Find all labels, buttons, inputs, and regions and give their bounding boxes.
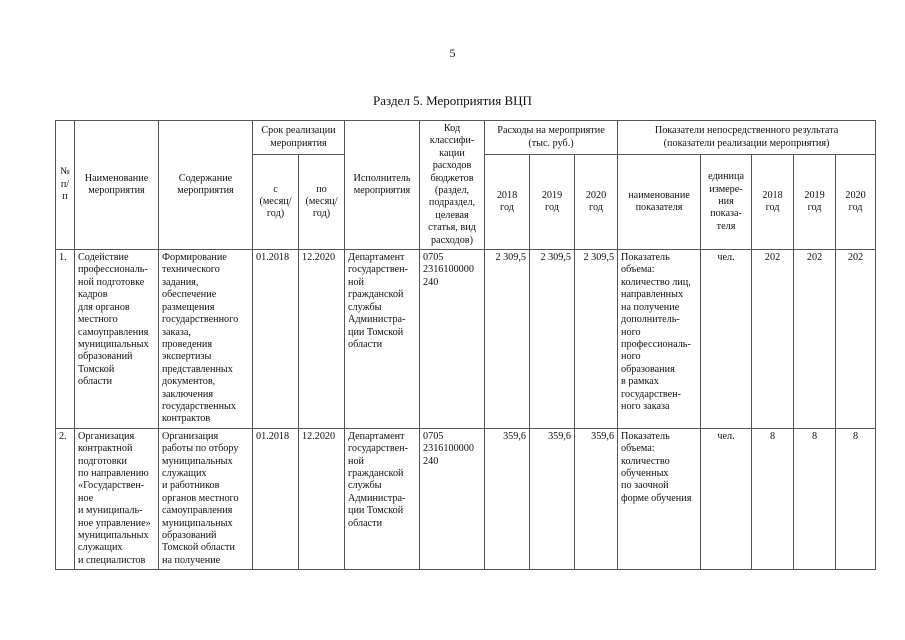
header-exp-2020: 2020 год <box>575 155 618 250</box>
header-term-from: с (месяц/ год) <box>253 155 299 250</box>
header-ind-unit: единица измере- ния показа- теля <box>701 155 752 250</box>
cell-from: 01.2018 <box>253 428 299 569</box>
header-ind-name: наименование показателя <box>618 155 701 250</box>
cell-num: 1. <box>56 250 75 429</box>
cell-name: Содействие профессиональ- ной подготовке кадров для органов местного самоуправления муниципальных образований Томской области <box>75 250 159 429</box>
header-code: Код классифи- кации расходов бюджетов (раздел, подраздел, целевая статья, вид расходов) <box>420 121 485 250</box>
table-row <box>56 428 876 569</box>
header-exp-2018: 2018 год <box>485 155 530 250</box>
cell-code: 0705 2316100000 240 <box>420 250 485 429</box>
cell-ind-2020: 202 <box>836 250 876 429</box>
cell-exp-2019: 359,6 <box>530 428 575 569</box>
cell-num: 2. <box>56 428 75 569</box>
cell-exp-2018: 359,6 <box>485 428 530 569</box>
cell-executor: Департамент государствен- ной гражданской службы Администра- ции Томской области <box>345 250 420 429</box>
header-num: № п/п <box>56 121 75 250</box>
cell-ind-2019: 8 <box>794 428 836 569</box>
events-table <box>55 120 876 570</box>
header-term: Срок реализации мероприятия <box>253 121 345 155</box>
cell-exp-2019: 2 309,5 <box>530 250 575 429</box>
header-indicators: Показатели непосредственного результата (показатели реализации мероприятия) <box>618 121 876 155</box>
table-row <box>56 250 876 429</box>
header-content: Содержание мероприятия <box>159 121 253 250</box>
cell-ind-2020: 8 <box>836 428 876 569</box>
cell-unit: чел. <box>701 250 752 429</box>
cell-from: 01.2018 <box>253 250 299 429</box>
cell-ind-2018: 8 <box>752 428 794 569</box>
cell-to: 12.2020 <box>299 428 345 569</box>
header-term-to: по (месяц/ год) <box>299 155 345 250</box>
header-row-1 <box>56 121 876 155</box>
cell-ind-2019: 202 <box>794 250 836 429</box>
cell-content: Формирование технического задания, обеспечение размещения государственного заказа, проведения экспертизы представленных документов, заключения государственных контрактов <box>159 250 253 429</box>
header-ind-2019: 2019 год <box>794 155 836 250</box>
cell-exp-2018: 2 309,5 <box>485 250 530 429</box>
cell-ind-name: Показатель объема: количество обученных по заочной форме обучения <box>618 428 701 569</box>
cell-exp-2020: 2 309,5 <box>575 250 618 429</box>
cell-code: 0705 2316100000 240 <box>420 428 485 569</box>
cell-unit: чел. <box>701 428 752 569</box>
cell-name: Организация контрактной подготовки по направлению «Государствен- ное и муниципаль- ное управление» муниципальных служащих и специалистов <box>75 428 159 569</box>
cell-executor: Департамент государствен- ной гражданской службы Администра- ции Томской области <box>345 428 420 569</box>
header-ind-2018: 2018 год <box>752 155 794 250</box>
header-exp-2019: 2019 год <box>530 155 575 250</box>
section-title: Раздел 5. Мероприятия ВЦП <box>373 93 532 108</box>
cell-exp-2020: 359,6 <box>575 428 618 569</box>
header-name: Наименование мероприятия <box>75 121 159 250</box>
header-expenses: Расходы на мероприятие (тыс. руб.) <box>485 121 618 155</box>
cell-content: Организация работы по отбору муниципальных служащих и работников органов местного самоуправления муниципальных образований Томской области на получение <box>159 428 253 569</box>
cell-to: 12.2020 <box>299 250 345 429</box>
cell-ind-2018: 202 <box>752 250 794 429</box>
header-executor: Исполнитель мероприятия <box>345 121 420 250</box>
header-ind-2020: 2020 год <box>836 155 876 250</box>
cell-ind-name: Показатель объема: количество лиц, направленных на получение дополнитель- ного профессиональ- ного образования в рамках государствен- ного заказа <box>618 250 701 429</box>
page-number: 5 <box>449 46 456 60</box>
